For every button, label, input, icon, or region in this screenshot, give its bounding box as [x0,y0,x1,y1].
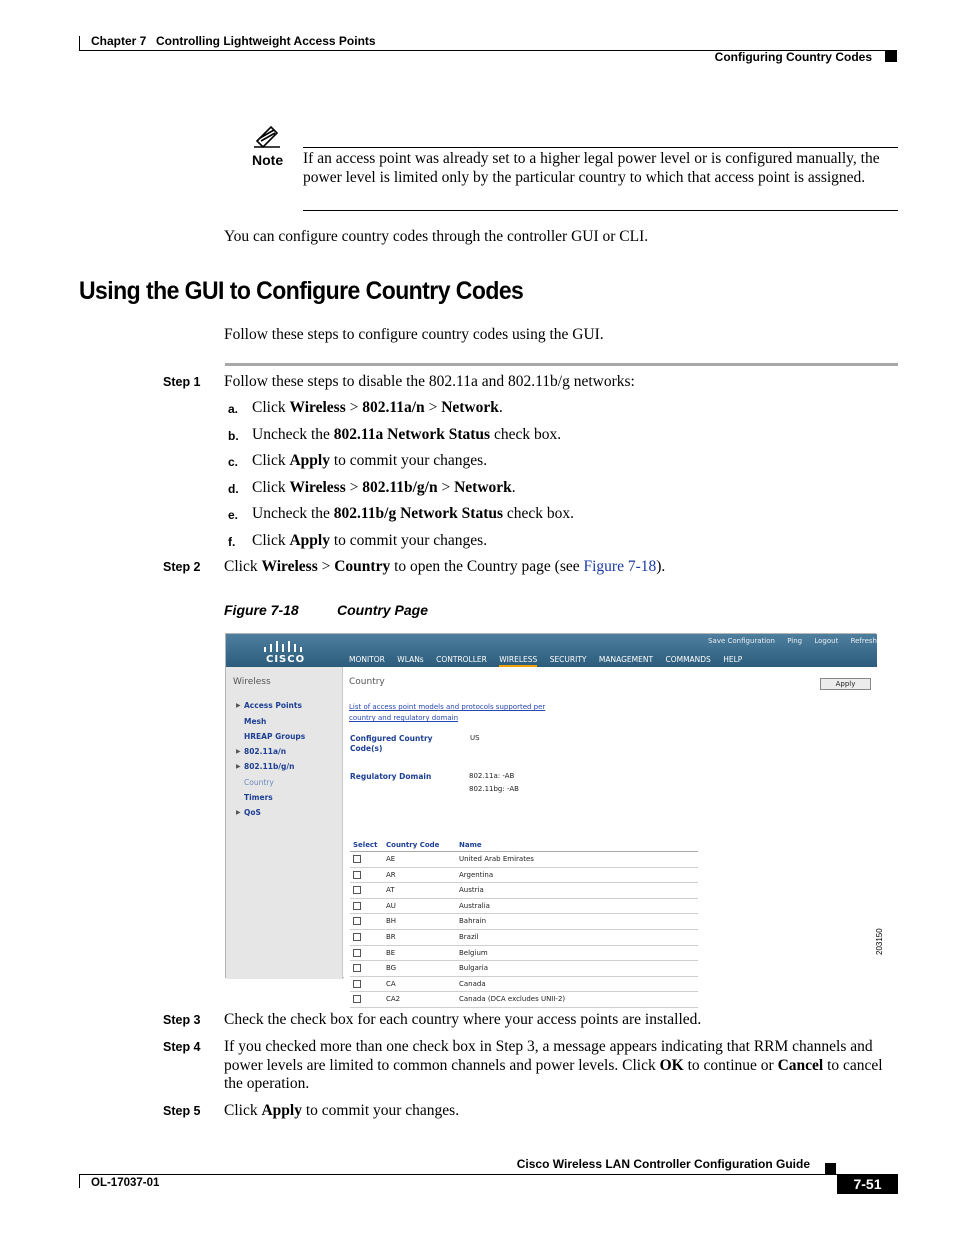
regulatory-domain-label: Regulatory Domain [350,772,432,781]
substep-b-text: Uncheck the 802.11a Network Status check box. [252,426,562,443]
cisco-logo-icon [263,641,307,654]
step-4-label: Step 4 [163,1040,201,1054]
select-checkbox[interactable] [353,886,361,894]
footer-vertical-rule [79,1174,80,1188]
step-5-label: Step 5 [163,1104,201,1118]
column-select: Select [353,841,378,849]
country-code: BR [386,932,396,941]
models-link-line-2[interactable]: country and regulatory domain [349,714,459,722]
country-name: Argentina [459,870,494,879]
table-row [350,930,698,946]
table-row [350,899,698,915]
country-code: AR [386,870,396,879]
intro-paragraph: You can configure country codes through the controller GUI or CLI. [224,228,649,245]
column-country-code: Country Code [386,841,440,849]
apply-button[interactable]: Apply [820,678,871,690]
table-row [350,852,698,868]
footer-guide-title: Cisco Wireless LAN Controller Configuration Guide [516,1157,810,1171]
expand-arrow-icon[interactable]: ▶ [236,763,241,770]
substep-a-label: a. [228,402,239,416]
table-row [350,868,698,884]
sidebar-item-country[interactable]: Country [244,778,274,787]
figure-link[interactable]: Figure 7-18 [583,558,657,575]
footer-marker-block [825,1163,836,1174]
page-title: Country [349,677,385,687]
header-marker-block [885,50,897,62]
sidebar-title: Wireless [233,677,271,687]
step-5-text: Click Apply to commit your changes. [224,1102,460,1119]
country-page-screenshot [225,633,877,1004]
footer-doc-number: OL-17037-01 [91,1177,160,1189]
section-heading: Using the GUI to Configure Country Codes [79,277,524,305]
sidebar-item-hreap-groups[interactable]: HREAP Groups [244,732,306,741]
regulatory-domain-a: 802.11a: -AB [469,772,515,780]
sidebar [226,667,343,979]
configured-country-value: US [470,734,480,742]
substep-e-text: Uncheck the 802.11b/g Network Status check box. [252,505,575,522]
table-row [350,946,698,962]
step-2-text: Click Wireless > Country to open the Country page (see Figure 7-18). [224,558,666,575]
substep-d-text: Click Wireless > 802.11b/g/n > Network. [252,479,516,496]
regulatory-domain-bg: 802.11bg: -AB [469,785,519,793]
header-section-title: Configuring Country Codes [714,50,872,64]
select-checkbox[interactable] [353,964,361,972]
country-name: Canada [459,979,486,988]
step-3-text: Check the check box for each country where your access points are installed. [224,1011,702,1028]
expand-arrow-icon[interactable]: ▶ [236,748,241,755]
nav-help[interactable]: HELP [723,655,743,664]
sidebar-item-mesh[interactable]: Mesh [244,717,267,726]
nav-security[interactable]: SECURITY [549,655,587,664]
select-checkbox[interactable] [353,995,361,1003]
pencil-note-icon [253,124,281,148]
table-row [350,914,698,930]
substep-f-label: f. [228,535,236,549]
table-header [350,838,698,852]
country-code: BH [386,917,397,926]
select-checkbox[interactable] [353,855,361,863]
cisco-logo-text: CISCO [266,654,306,665]
header-chapter-title: Controlling Lightweight Access Points [156,34,376,48]
note-text: If an access point was already set to a higher legal power level or is configured manually, the power level is limited only by the particular country to which that access point is assigned. [303,150,880,186]
country-code: CA2 [386,995,401,1004]
models-link-line-1[interactable]: List of access point models and protocols supported per [349,703,546,711]
header-chapter: Chapter 7 [91,34,147,48]
note-bottom-rule [303,210,898,211]
substep-a-text: Click Wireless > 802.11a/n > Network. [252,399,503,416]
country-name: Brazil [459,932,479,941]
country-name: Belgium [459,948,488,957]
select-checkbox[interactable] [353,949,361,957]
app-header-bar [226,634,877,667]
sidebar-item-80211an[interactable]: 802.11a/n [244,747,287,756]
substep-d-label: d. [228,482,239,496]
note-label: Note [252,152,284,168]
substep-c-text: Click Apply to commit your changes. [252,452,488,469]
substep-b-label: b. [228,429,239,443]
substep-e-label: e. [228,508,239,522]
country-name: Canada (DCA excludes UNII-2) [459,995,566,1004]
nav-controller[interactable]: CONTROLLER [436,655,487,664]
nav-management[interactable]: MANAGEMENT [598,655,654,664]
country-code: AU [386,901,396,910]
substep-f-text: Click Apply to commit your changes. [252,532,488,549]
figure-number: Figure 7-18 [224,602,299,618]
country-name: Australia [459,901,490,910]
table-row [350,992,698,1008]
save-configuration-link[interactable]: Save Configuration [708,637,775,645]
nav-wireless[interactable]: WIRELESS [499,655,537,668]
step-1-text: Follow these steps to disable the 802.11a and 802.11b/g networks: [224,373,635,390]
table-row [350,883,698,899]
country-name: United Arab Emirates [459,855,534,863]
country-code: BE [386,948,396,957]
header-vertical-rule [79,36,80,50]
expand-arrow-icon[interactable]: ▶ [236,809,241,816]
country-code: AE [386,855,396,863]
select-checkbox[interactable] [353,917,361,925]
expand-arrow-icon[interactable]: ▶ [236,702,241,709]
top-links [698,637,877,645]
note-top-rule [303,147,898,148]
figure-id: 203150 [875,928,884,955]
figure-title: Country Page [337,602,429,618]
country-code: CA [386,979,396,988]
step-3-label: Step 3 [163,1013,201,1027]
main-content [344,667,877,1004]
sidebar-item-80211bgn[interactable]: 802.11b/g/n [244,762,295,771]
configured-country-label: Configured Country Code(s) [350,734,433,753]
steps-rule [225,363,898,366]
sidebar-item-qos[interactable]: QoS [244,808,261,817]
main-nav [349,655,752,664]
nav-monitor[interactable]: MONITOR [349,655,385,664]
country-code: AT [386,886,395,895]
select-checkbox[interactable] [353,933,361,941]
country-name: Bulgaria [459,964,489,973]
select-checkbox[interactable] [353,980,361,988]
column-name: Name [459,841,482,849]
sidebar-item-access-points[interactable]: Access Points [244,701,302,710]
step-2-label: Step 2 [163,560,201,574]
logout-link[interactable]: Logout [814,637,839,645]
footer-rule [79,1174,839,1175]
country-code: BG [386,964,397,973]
nav-wlans[interactable]: WLANs [397,655,424,664]
select-checkbox[interactable] [353,871,361,879]
table-row [350,961,698,977]
ping-link[interactable]: Ping [787,637,803,645]
step-4-text: If you checked more than one check box in Step 3, a message appears indicating that RRM channels and power levels are limited to common channels and power levels. Click OK to continue or Cancel to cancel the operation. [224,1038,883,1092]
select-checkbox[interactable] [353,902,361,910]
table-row [350,977,698,993]
country-name: Austria [459,886,484,895]
refresh-link[interactable]: Refresh [850,637,877,645]
country-name: Bahrain [459,917,487,926]
sidebar-item-timers[interactable]: Timers [244,793,273,802]
section-intro: Follow these steps to configure country codes using the GUI. [224,326,604,343]
footer-page-number: 7-51 [837,1174,898,1194]
country-table [350,838,698,1008]
step-1-label: Step 1 [163,375,201,389]
nav-commands[interactable]: COMMANDS [665,655,711,664]
substep-c-label: c. [228,455,239,469]
